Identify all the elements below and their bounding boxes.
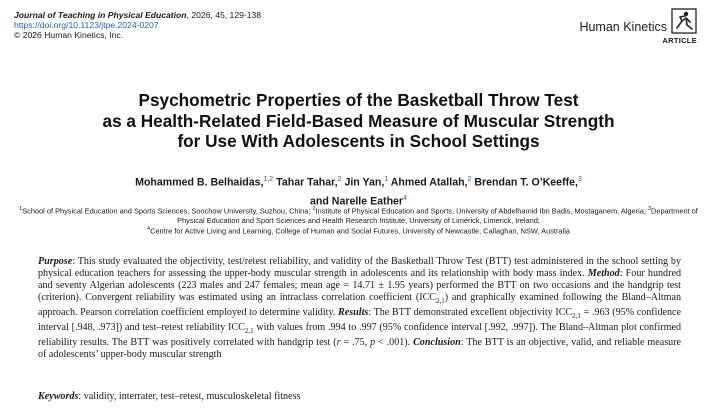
affil-num: 1 bbox=[19, 206, 23, 212]
author-name: Ahmed Atallah, bbox=[390, 176, 468, 189]
results-text: = .963 (95% confidence interval [.948, .973]) and test–retest reliability ICC bbox=[38, 307, 681, 334]
human-kinetics-logo-icon bbox=[671, 8, 697, 34]
author-affil-ref[interactable]: 1 bbox=[384, 176, 389, 183]
author-affil-ref[interactable]: 3 bbox=[577, 176, 582, 183]
author-affil-ref[interactable]: 4 bbox=[403, 194, 407, 202]
results-text: : The BTT demonstrated excellent objectivity ICC bbox=[368, 307, 573, 319]
affil-text: Institute of Physical Education and Sports, University of Abdelhamid Ibn Badis, Mostaganem, Algeria; bbox=[315, 206, 648, 216]
results-label: Results bbox=[338, 307, 369, 319]
doi-link[interactable]: https://doi.org/10.1123/jtpe.2024-0207 bbox=[14, 20, 159, 30]
author-name: Jin Yan, bbox=[344, 176, 385, 189]
journal-citation bbox=[14, 10, 261, 20]
results-text: < .001). bbox=[375, 337, 414, 349]
purpose-text: : This study evaluated the objectivity, test/retest reliability, and validity of the Basketball Throw Test (BTT) test administered in the school setting by physical education teachers for assessing the upper-body muscular strength in adolescents and its relationship with body mass index. bbox=[38, 256, 681, 279]
author-affil-ref[interactable]: 1,2 bbox=[263, 176, 274, 183]
affil-text: Centre for Active Living and Learning, College of Human and Social Futures, University of Newcastle, Callaghan, NSW, Australia bbox=[150, 226, 570, 236]
author-name: Mohammed B. Belhaidas, bbox=[135, 176, 264, 189]
icc-subscript: 2,1 bbox=[244, 327, 254, 336]
purpose-label: Purpose bbox=[38, 256, 73, 267]
journal-name: Journal of Teaching in Physical Education bbox=[14, 10, 187, 20]
r-symbol: r bbox=[336, 337, 341, 349]
article-title bbox=[40, 90, 677, 152]
author-name: and Narelle Eather bbox=[310, 195, 404, 208]
affil-text: School of Physical Education and Sports Sciences, Soochow University, Suzhou, China; bbox=[22, 206, 313, 216]
title-line: for Use With Adolescents in School Settings bbox=[177, 131, 540, 151]
affiliations bbox=[10, 205, 707, 236]
author-list bbox=[30, 172, 687, 209]
author-affil-ref[interactable]: 2 bbox=[467, 176, 472, 183]
abstract bbox=[38, 256, 681, 361]
method-text: ) and graphically examined following the Bland–Altman approach. Pearson correlation coefficient employed to determine validity. bbox=[38, 292, 681, 319]
method-label: Method bbox=[587, 268, 620, 279]
icc-subscript: 2,1 bbox=[572, 312, 581, 321]
author-name: Brendan T. O’Keeffe, bbox=[474, 176, 578, 189]
copyright: © 2026 Human Kinetics, Inc. bbox=[14, 30, 124, 40]
method-text: : Four hundred and seventy Algerian adolescents (223 males and 247 females; mean age = 14.71 ± 1.95 years) performed the BTT on two occasions and the handgrip test (criterion). Convergent reliability was estimated using an intraclass correlation coefficient (ICC bbox=[38, 268, 681, 303]
affil-num: 4 bbox=[147, 226, 151, 233]
conclusion-label: Conclusion bbox=[413, 337, 461, 349]
icc-subscript: 2,1 bbox=[436, 297, 445, 306]
p-symbol: p bbox=[370, 337, 376, 349]
keywords-label: Keywords bbox=[38, 391, 79, 402]
title-line: as a Health-Related Field-Based Measure of Muscular Strength bbox=[102, 110, 615, 131]
results-text: = .75, bbox=[340, 337, 371, 349]
affil-num: 3 bbox=[647, 206, 651, 212]
author-name: Tahar Tahar, bbox=[276, 176, 338, 189]
results-text: with values from .994 to .997 (95% confidence interval [.992, .997]). The Bland–Altman plot confirmed reliability results. The BTT was positively correlated with handgrip test ( bbox=[38, 322, 682, 349]
keywords-text: : validity, interrater, test–retest, musculoskeletal fitness bbox=[78, 391, 301, 402]
journal-header bbox=[14, 10, 261, 40]
journal-volume-pages: , 2026, 45, 129-138 bbox=[186, 10, 262, 20]
conclusion-text: : The BTT is an objective, valid, and reliable measure of adolescents’ upper-body muscular strength bbox=[38, 337, 682, 361]
publisher-name: Human Kinetics bbox=[579, 20, 667, 34]
article-type: ARTICLE bbox=[662, 36, 697, 45]
affil-text: Department of Physical Education and Sport Sciences and Health Research Institute, University of Limerick, Limerick, Ireland; bbox=[177, 206, 698, 225]
affil-num: 2 bbox=[312, 206, 316, 212]
keywords bbox=[38, 391, 300, 402]
publisher-block bbox=[579, 8, 695, 34]
author-affil-ref[interactable]: 2 bbox=[337, 176, 342, 183]
title-line: Psychometric Properties of the Basketball Throw Test bbox=[138, 90, 579, 110]
